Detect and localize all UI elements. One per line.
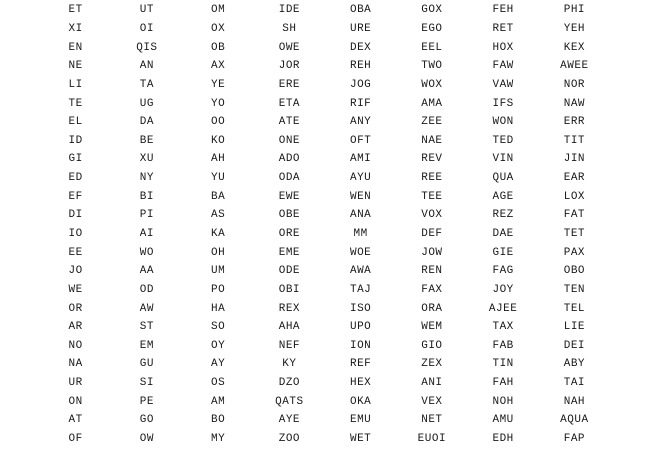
word-cell: AYU xyxy=(349,172,372,185)
word-cell: OBI xyxy=(278,283,301,296)
word-cell: REV xyxy=(421,153,443,166)
word-cell: OY xyxy=(211,339,226,352)
word-cell: WEM xyxy=(421,321,443,334)
word-cell: UR xyxy=(68,377,83,390)
word-cell: WO xyxy=(139,246,154,259)
word-cell: OW xyxy=(139,433,154,446)
word-cell: MM xyxy=(353,228,368,240)
word-cell: RIF xyxy=(349,97,372,110)
word-cell: NEF xyxy=(278,339,301,352)
word-grid xyxy=(40,1,610,448)
word-cell: TAX xyxy=(492,321,514,334)
word-cell: LOX xyxy=(563,190,586,203)
word-cell: UM xyxy=(211,265,226,278)
word-cell: OBE xyxy=(278,209,301,222)
word-row xyxy=(40,262,610,281)
word-cell: ED xyxy=(68,172,83,185)
word-cell: EE xyxy=(68,246,83,259)
word-cell: WOE xyxy=(349,246,372,259)
word-cell: EEL xyxy=(421,41,443,54)
word-cell: REE xyxy=(421,172,443,185)
word-cell: GO xyxy=(139,414,154,427)
word-cell: AWA xyxy=(349,265,372,278)
word-cell: ABY xyxy=(563,358,586,371)
word-cell: EAR xyxy=(563,172,586,185)
word-cell: ZEE xyxy=(421,116,443,129)
word-cell: UT xyxy=(139,4,154,17)
word-cell: REF xyxy=(349,358,372,371)
word-cell: JOR xyxy=(278,60,301,73)
word-cell: QUA xyxy=(492,172,514,185)
word-cell: OB xyxy=(211,41,226,54)
word-cell: NAE xyxy=(421,134,443,147)
word-cell: OF xyxy=(68,433,83,446)
word-cell: UG xyxy=(139,97,154,110)
word-cell: GOX xyxy=(421,4,443,17)
word-cell: ODE xyxy=(278,265,301,278)
word-cell: NOH xyxy=(492,395,514,408)
word-cell: YO xyxy=(211,97,226,110)
word-cell: GU xyxy=(139,358,154,371)
word-row xyxy=(40,76,610,95)
word-cell: AW xyxy=(139,302,154,315)
word-row xyxy=(40,225,610,244)
word-cell: ST xyxy=(139,321,154,334)
word-cell: EL xyxy=(68,116,83,129)
word-cell: TEL xyxy=(563,302,586,315)
word-cell: OWE xyxy=(278,41,301,54)
word-cell: AY xyxy=(211,358,226,371)
word-cell: ORE xyxy=(278,228,301,240)
word-cell: AA xyxy=(139,265,154,278)
word-cell: ANI xyxy=(421,377,443,390)
word-cell: IDE xyxy=(278,4,301,17)
word-cell: ODA xyxy=(278,172,301,185)
word-cell: TIT xyxy=(563,134,586,147)
word-cell: EME xyxy=(278,246,301,259)
word-cell: EWE xyxy=(278,190,301,203)
word-cell: AR xyxy=(68,321,83,334)
word-cell: FAT xyxy=(563,209,586,222)
word-row xyxy=(40,187,610,206)
word-row xyxy=(40,94,610,113)
word-row xyxy=(40,355,610,374)
word-cell: PE xyxy=(139,395,154,408)
word-cell: PO xyxy=(211,283,226,296)
word-cell: ZEX xyxy=(421,358,443,371)
word-cell: WOX xyxy=(421,78,443,91)
word-row xyxy=(40,113,610,132)
word-grid-body xyxy=(40,1,610,448)
word-cell: YU xyxy=(211,172,226,185)
word-cell: AMI xyxy=(349,153,372,166)
word-row xyxy=(40,243,610,262)
word-cell: AX xyxy=(211,60,226,73)
word-cell: ETA xyxy=(278,97,301,110)
word-cell: FAP xyxy=(563,433,586,446)
word-row xyxy=(40,337,610,356)
word-cell: TEE xyxy=(421,190,443,203)
word-cell: TWO xyxy=(421,60,443,73)
word-cell: FAH xyxy=(492,377,514,390)
word-row xyxy=(40,169,610,188)
word-cell: WET xyxy=(349,433,372,446)
word-cell: KY xyxy=(282,358,297,371)
word-cell: AYE xyxy=(278,414,301,427)
word-cell: ANY xyxy=(349,116,372,129)
word-cell: DI xyxy=(68,209,83,222)
word-cell: TIN xyxy=(492,358,514,371)
word-cell: ANA xyxy=(349,209,372,222)
word-cell: TAI xyxy=(563,377,586,390)
word-cell: TE xyxy=(68,97,83,110)
word-cell: OBA xyxy=(349,4,372,17)
word-cell: WEN xyxy=(349,190,372,203)
word-cell: WON xyxy=(492,116,514,129)
word-cell: REN xyxy=(421,265,443,278)
word-cell: DA xyxy=(139,116,154,129)
word-cell: QATS xyxy=(275,395,304,408)
word-cell: SI xyxy=(139,377,154,390)
word-cell: FAG xyxy=(492,265,514,278)
word-cell: REH xyxy=(349,60,372,73)
word-cell: ERR xyxy=(563,116,586,129)
word-cell: AQUA xyxy=(560,414,589,427)
word-row xyxy=(40,299,610,318)
word-cell: EF xyxy=(68,190,83,203)
word-cell: AMU xyxy=(492,414,514,427)
word-row xyxy=(40,57,610,76)
word-cell: NET xyxy=(421,414,443,427)
word-cell: YEH xyxy=(563,22,586,35)
word-cell: OKA xyxy=(349,395,372,408)
word-cell: BE xyxy=(139,134,154,147)
word-cell: NAH xyxy=(563,395,586,408)
word-cell: XU xyxy=(139,153,154,166)
word-cell: JOW xyxy=(421,246,443,259)
word-cell: BI xyxy=(139,190,154,203)
word-cell: OI xyxy=(139,22,154,35)
word-cell: KA xyxy=(211,228,226,240)
word-cell: ON xyxy=(68,395,83,408)
word-cell: KEX xyxy=(563,41,586,54)
word-row xyxy=(40,281,610,300)
word-cell: HA xyxy=(211,302,226,315)
word-cell: AMA xyxy=(421,97,443,110)
word-cell: TEN xyxy=(563,283,586,296)
word-cell: AHA xyxy=(278,321,301,334)
word-cell: VOX xyxy=(421,209,443,222)
word-cell: ORA xyxy=(421,302,443,315)
word-row xyxy=(40,430,610,449)
word-row xyxy=(40,150,610,169)
word-cell: OBO xyxy=(563,265,586,278)
word-cell: MY xyxy=(211,433,226,446)
word-cell: AI xyxy=(139,228,154,240)
word-row xyxy=(40,318,610,337)
word-row xyxy=(40,206,610,225)
word-cell: DZO xyxy=(278,377,301,390)
word-cell: KO xyxy=(211,134,226,147)
word-cell: ONE xyxy=(278,134,301,147)
word-cell: OH xyxy=(211,246,226,259)
word-cell: NO xyxy=(68,339,83,352)
word-cell: AGE xyxy=(492,190,514,203)
word-cell: OR xyxy=(68,302,83,315)
word-row xyxy=(40,374,610,393)
word-cell: OFT xyxy=(349,134,372,147)
word-cell: ID xyxy=(68,134,83,147)
word-cell: TED xyxy=(492,134,514,147)
word-cell: ISO xyxy=(349,302,372,315)
word-cell: FAW xyxy=(492,60,514,73)
word-cell: REX xyxy=(278,302,301,315)
word-cell: AM xyxy=(211,395,226,408)
word-cell: OS xyxy=(211,377,226,390)
word-cell: DEX xyxy=(349,41,372,54)
word-row xyxy=(40,20,610,39)
word-cell: IFS xyxy=(492,97,514,110)
word-cell: NA xyxy=(68,358,83,371)
word-cell: AH xyxy=(211,153,226,166)
word-cell: OM xyxy=(211,4,226,17)
word-cell: FAB xyxy=(492,339,514,352)
word-cell: REZ xyxy=(492,209,514,222)
word-cell: VIN xyxy=(492,153,514,166)
word-cell: DEF xyxy=(421,228,443,240)
word-cell: BO xyxy=(211,414,226,427)
word-cell: PI xyxy=(139,209,154,222)
word-cell: TA xyxy=(139,78,154,91)
word-cell: NAW xyxy=(563,97,586,110)
word-cell: EGO xyxy=(421,22,443,35)
word-cell: AS xyxy=(211,209,226,222)
word-row xyxy=(40,38,610,57)
word-cell: UPO xyxy=(349,321,372,334)
word-cell: NE xyxy=(68,60,83,73)
word-cell: YE xyxy=(211,78,226,91)
word-cell: JIN xyxy=(563,153,586,166)
word-cell: EN xyxy=(68,41,83,54)
word-cell: DEI xyxy=(563,339,586,352)
word-cell: NOR xyxy=(563,78,586,91)
word-cell: EUOI xyxy=(417,433,447,446)
word-cell: JO xyxy=(68,265,83,278)
word-cell: VAW xyxy=(492,78,514,91)
word-cell: EDH xyxy=(492,433,514,446)
word-cell: FAX xyxy=(421,283,443,296)
word-row xyxy=(40,411,610,430)
word-row xyxy=(40,392,610,411)
word-cell: PAX xyxy=(563,246,586,259)
word-cell: GIE xyxy=(492,246,514,259)
word-cell: LIE xyxy=(563,321,586,334)
word-cell: BA xyxy=(211,190,226,203)
word-cell: OD xyxy=(139,283,154,296)
word-cell: URE xyxy=(349,22,372,35)
word-cell: TET xyxy=(563,228,586,240)
word-cell: PHI xyxy=(563,4,586,17)
word-cell: AN xyxy=(139,60,154,73)
word-cell: AJEE xyxy=(488,302,518,315)
word-cell: OX xyxy=(211,22,226,35)
word-cell: XI xyxy=(68,22,83,35)
word-cell: JOY xyxy=(492,283,514,296)
word-cell: IO xyxy=(68,228,83,240)
word-cell: FEH xyxy=(492,4,514,17)
word-cell: SH xyxy=(282,22,297,35)
word-cell: JOG xyxy=(349,78,372,91)
word-cell: VEX xyxy=(421,395,443,408)
word-cell: TAJ xyxy=(349,283,372,296)
word-cell: ATE xyxy=(278,116,301,129)
word-cell: AT xyxy=(68,414,83,427)
word-cell: GI xyxy=(68,153,83,166)
word-cell: AWEE xyxy=(560,60,589,73)
word-cell: QIS xyxy=(136,41,158,54)
word-cell: HEX xyxy=(349,377,372,390)
word-cell: DAE xyxy=(492,228,514,240)
word-row xyxy=(40,131,610,150)
word-cell: ERE xyxy=(278,78,301,91)
word-cell: ZOO xyxy=(278,433,301,446)
word-cell: ION xyxy=(349,339,372,352)
word-cell: OO xyxy=(211,116,226,129)
word-cell: RET xyxy=(492,22,514,35)
word-cell: LI xyxy=(68,78,83,91)
word-row xyxy=(40,1,610,20)
word-cell: SO xyxy=(211,321,226,334)
word-cell: ADO xyxy=(278,153,301,166)
word-cell: EMU xyxy=(349,414,372,427)
word-cell: NY xyxy=(139,172,154,185)
word-cell: ET xyxy=(68,4,83,17)
word-cell: HOX xyxy=(492,41,514,54)
word-cell: WE xyxy=(68,283,83,296)
word-cell: EM xyxy=(139,339,154,352)
word-cell: GIO xyxy=(421,339,443,352)
